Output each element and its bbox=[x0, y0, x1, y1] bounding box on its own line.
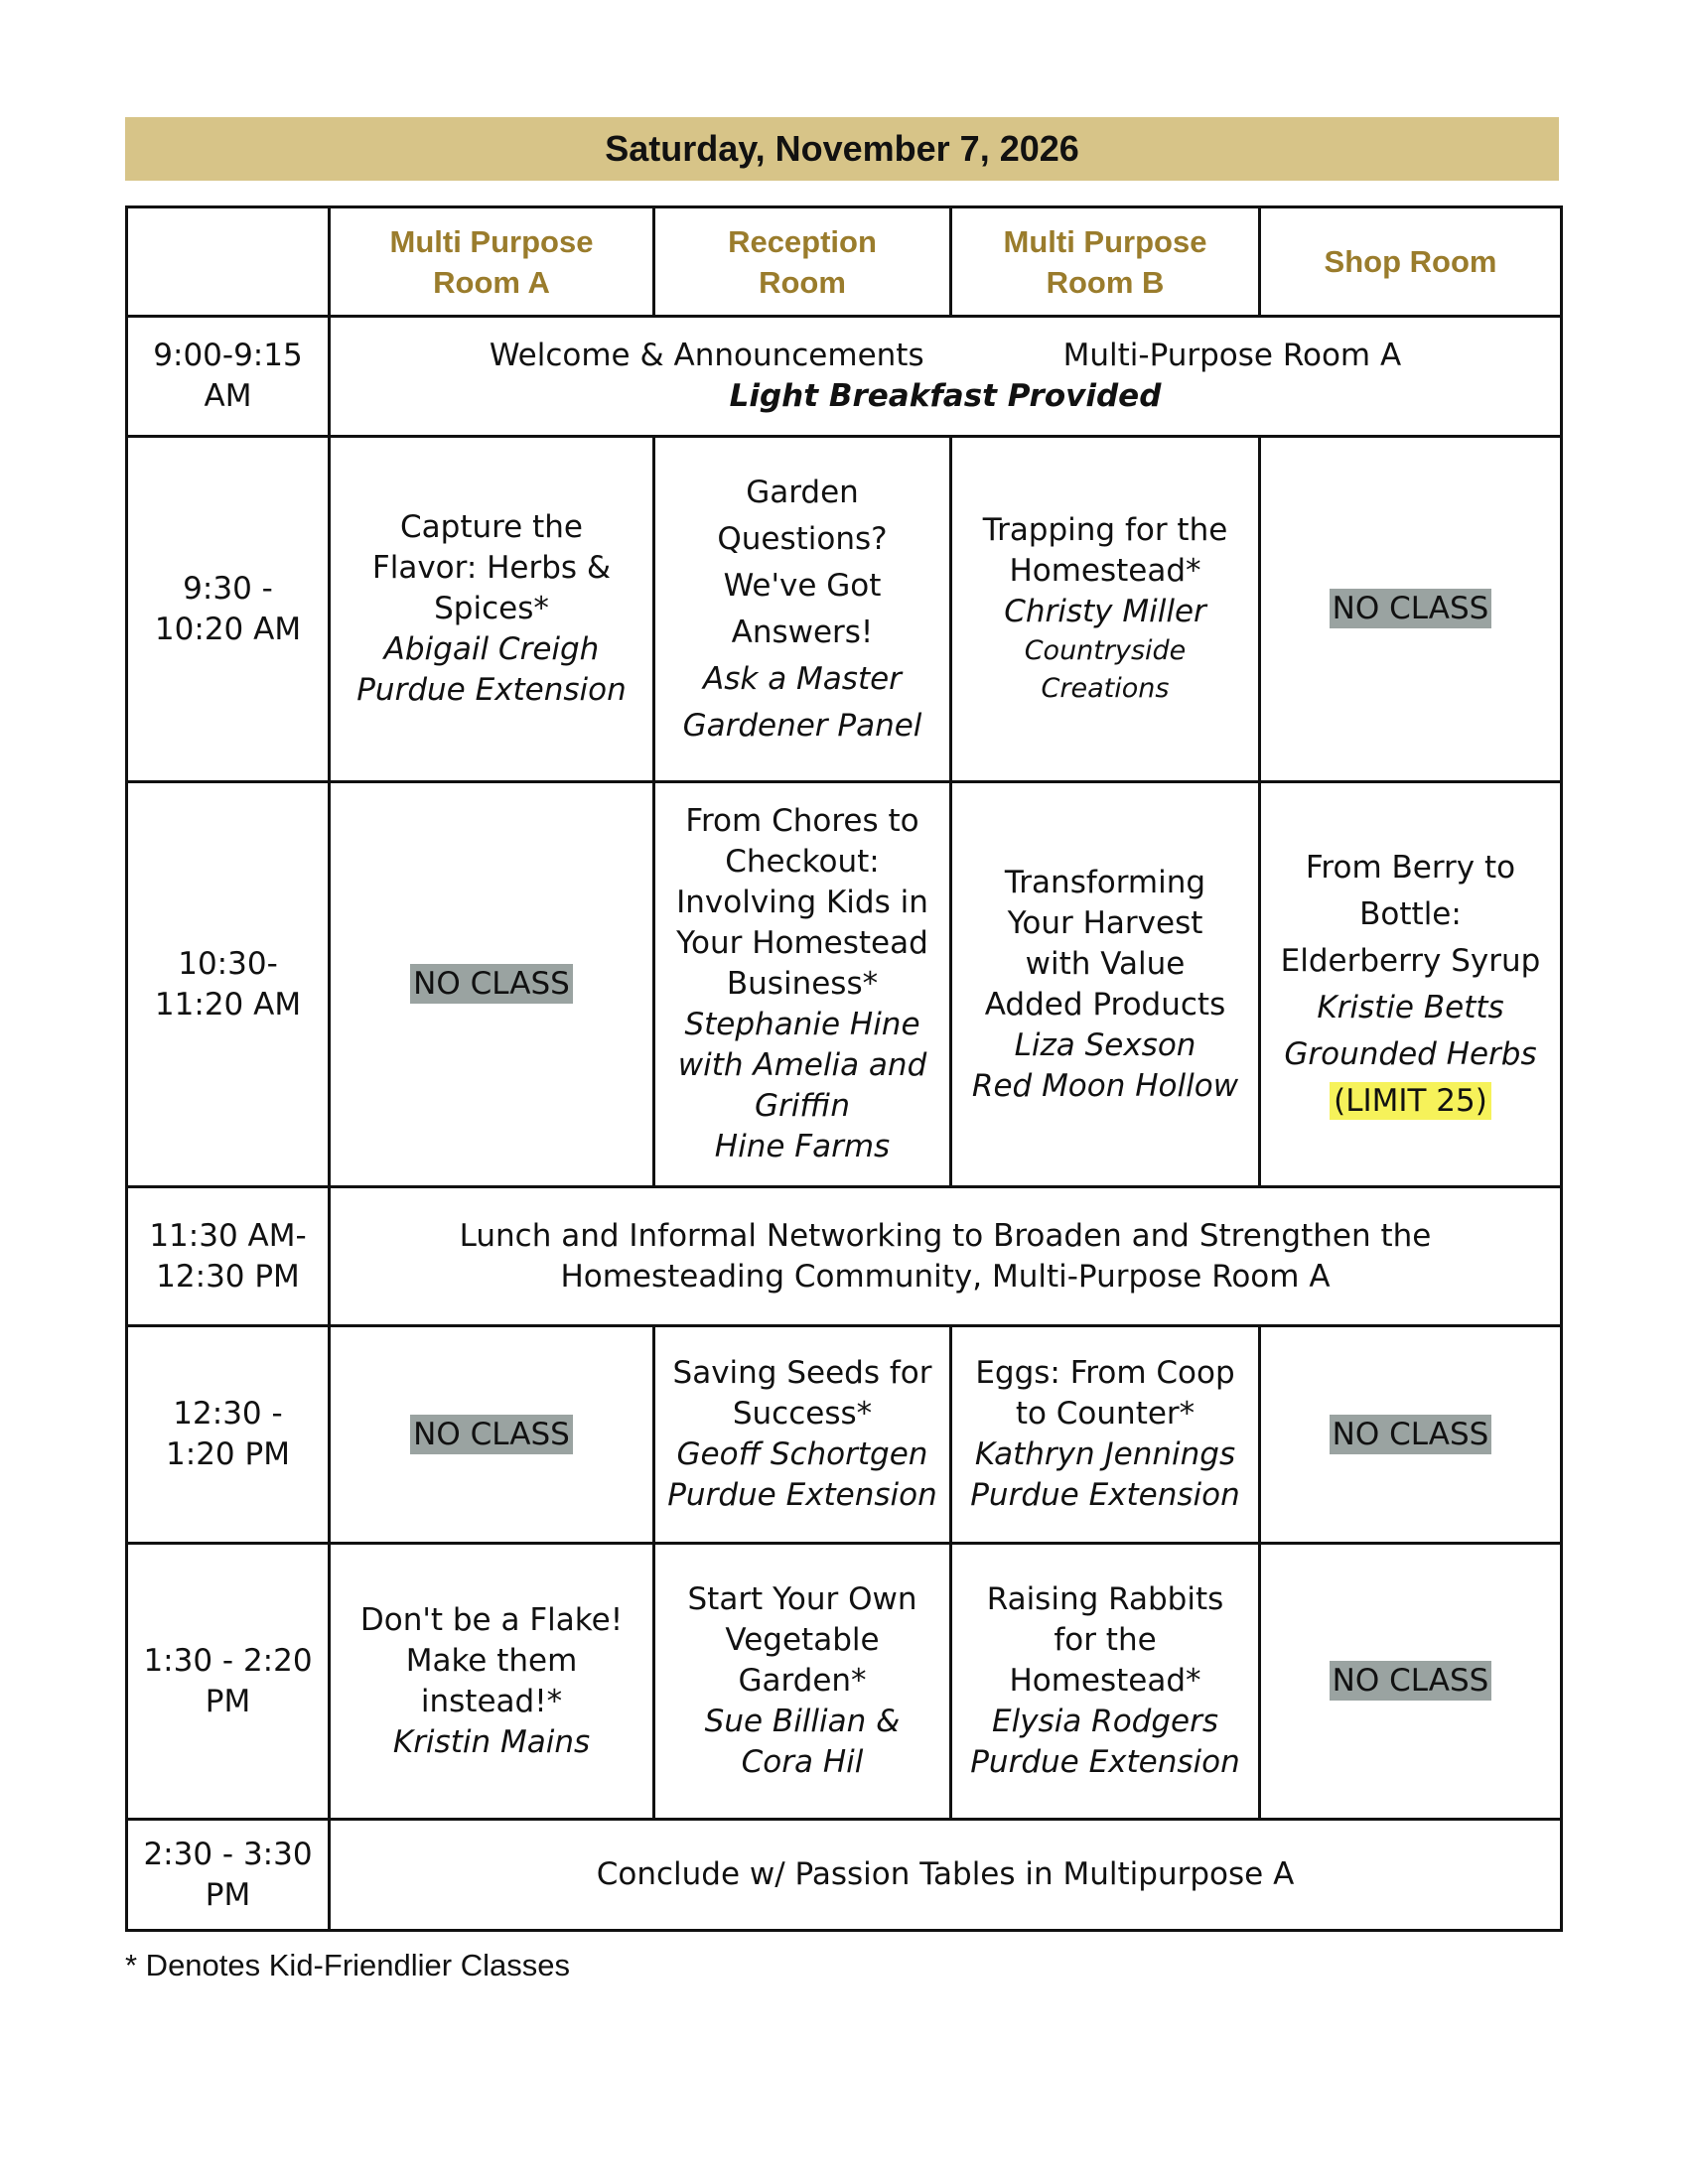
session-row-1030 bbox=[127, 782, 1562, 1187]
welcome-row bbox=[127, 317, 1562, 437]
page-title: Saturday, November 7, 2026 bbox=[605, 128, 1079, 169]
lunch-cell: Lunch and Informal Networking to Broaden and Strengthen the Homesteading Community, Multi-Purpose Room A bbox=[330, 1187, 1562, 1326]
table-header-row bbox=[127, 207, 1562, 317]
conclude-row bbox=[127, 1820, 1562, 1931]
session-raising-rabbits: Raising Rabbits for the Homestead* Elysia Rodgers Purdue Extension bbox=[951, 1544, 1260, 1820]
time-cell: 2:30 - 3:30 PM bbox=[127, 1820, 330, 1931]
session-dont-be-a-flake: Don't be a Flake! Make them instead!* Kristin Mains bbox=[330, 1544, 654, 1820]
header-shop-room: Shop Room bbox=[1260, 207, 1562, 317]
session-trapping: Trapping for the Homestead* Christy Miller Countryside Creations bbox=[951, 437, 1260, 782]
conclude-cell: Conclude w/ Passion Tables in Multipurpose A bbox=[330, 1820, 1562, 1931]
session-vegetable-garden: Start Your Own Vegetable Garden* Sue Billian & Cora Hil bbox=[654, 1544, 951, 1820]
limit-badge: (LIMIT 25) bbox=[1330, 1082, 1491, 1120]
session-eggs: Eggs: From Coop to Counter* Kathryn Jennings Purdue Extension bbox=[951, 1326, 1260, 1544]
header-time-cell bbox=[127, 207, 330, 317]
header-reception-room: Reception Room bbox=[654, 207, 951, 317]
time-cell: 12:30 - 1:20 PM bbox=[127, 1326, 330, 1544]
no-class-cell bbox=[330, 1326, 654, 1544]
session-saving-seeds: Saving Seeds for Success* Geoff Schortgen Purdue Extension bbox=[654, 1326, 951, 1544]
welcome-location: Multi-Purpose Room A bbox=[1062, 338, 1402, 373]
footnote: * Denotes Kid-Friendlier Classes bbox=[125, 1948, 570, 1982]
time-cell: 9:30 - 10:20 AM bbox=[127, 437, 330, 782]
time-cell: 1:30 - 2:20 PM bbox=[127, 1544, 330, 1820]
no-class-label: NO CLASS bbox=[1330, 1415, 1492, 1454]
lunch-row bbox=[127, 1187, 1562, 1326]
session-row-0130 bbox=[127, 1544, 1562, 1820]
session-row-0930 bbox=[127, 437, 1562, 782]
session-herbs-spices: Capture the Flavor: Herbs & Spices* Abigail Creigh Purdue Extension bbox=[330, 437, 654, 782]
breakfast-note: Light Breakfast Provided bbox=[729, 378, 1162, 414]
session-chores-checkout: From Chores to Checkout: Involving Kids in Your Homestead Business* Stephanie Hine with Amelia and Griffin Hine Farms bbox=[654, 782, 951, 1187]
session-elderberry-syrup: From Berry to Bottle: Elderberry Syrup Kristie Betts Grounded Herbs (LIMIT 25) bbox=[1260, 782, 1562, 1187]
schedule-table bbox=[125, 205, 1563, 1932]
time-cell: 9:00-9:15 AM bbox=[127, 317, 330, 437]
header-room-b: Multi Purpose Room B bbox=[951, 207, 1260, 317]
session-row-1230 bbox=[127, 1326, 1562, 1544]
no-class-label: NO CLASS bbox=[1330, 589, 1492, 628]
welcome-cell bbox=[330, 317, 1562, 437]
time-cell: 11:30 AM- 12:30 PM bbox=[127, 1187, 330, 1326]
session-garden-questions: Garden Questions? We've Got Answers! Ask a Master Gardener Panel bbox=[654, 437, 951, 782]
no-class-cell bbox=[1260, 437, 1562, 782]
welcome-text: Welcome & Announcements bbox=[489, 338, 924, 373]
header-room-a: Multi Purpose Room A bbox=[330, 207, 654, 317]
no-class-cell bbox=[330, 782, 654, 1187]
session-transforming-harvest: Transforming Your Harvest with Value Added Products Liza Sexson Red Moon Hollow bbox=[951, 782, 1260, 1187]
no-class-label: NO CLASS bbox=[410, 1415, 573, 1454]
schedule-date-banner bbox=[125, 117, 1559, 181]
no-class-cell bbox=[1260, 1326, 1562, 1544]
no-class-label: NO CLASS bbox=[410, 964, 573, 1004]
time-cell: 10:30- 11:20 AM bbox=[127, 782, 330, 1187]
no-class-label: NO CLASS bbox=[1330, 1661, 1492, 1701]
no-class-cell bbox=[1260, 1544, 1562, 1820]
